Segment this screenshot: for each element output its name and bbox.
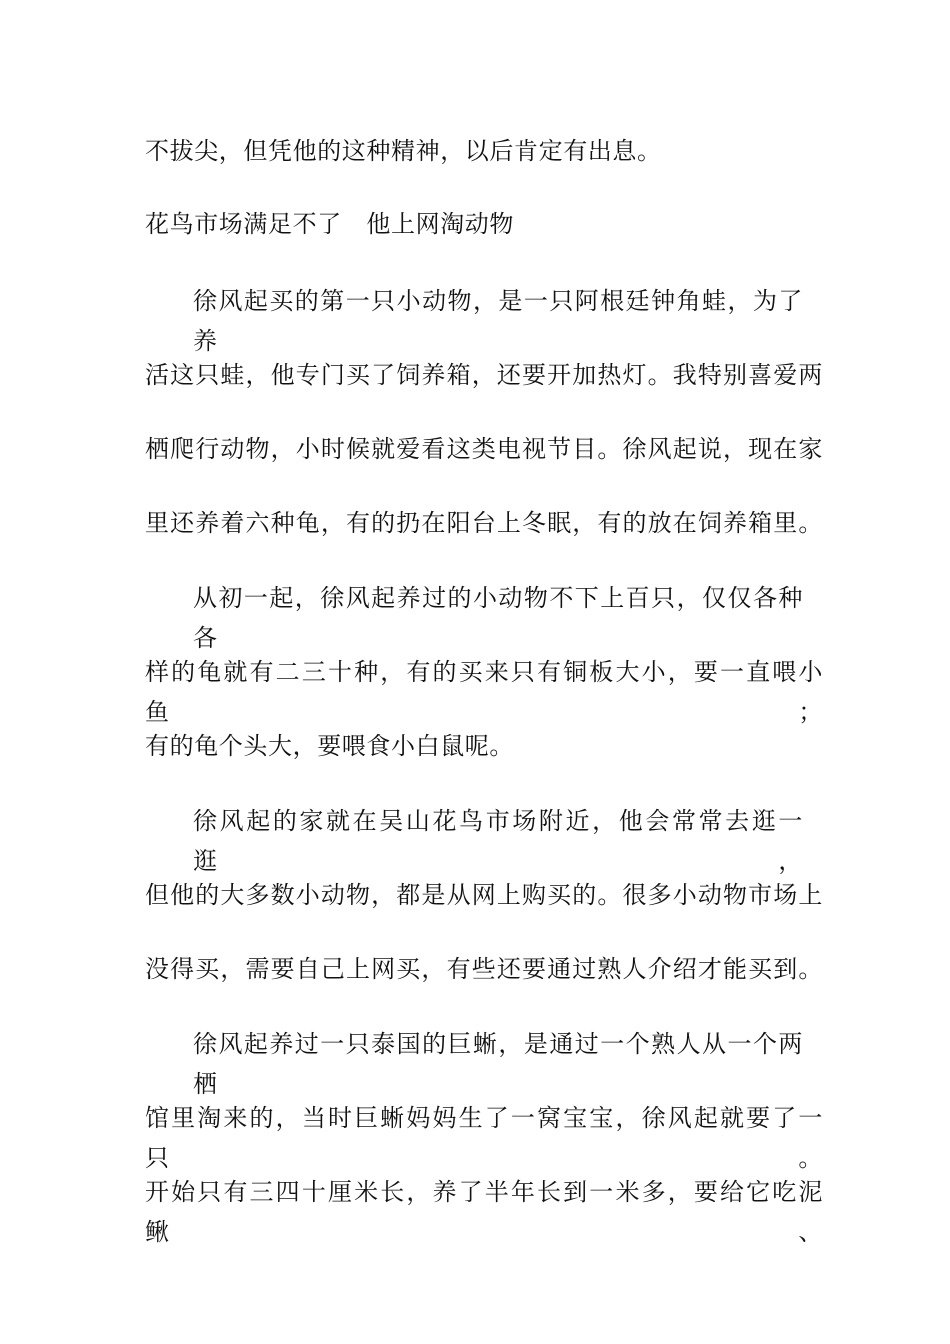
paragraph-line: 活这只蛙，他专门买了饲养箱，还要开加热灯。我特别喜爱两: [145, 361, 823, 389]
paragraph-line: 没得买，需要自己上网买，有些还要通过熟人介绍才能买到。: [145, 955, 823, 983]
paragraph-line: 里还养着六种龟，有的扔在阳台上冬眠，有的放在饲养箱里。: [145, 509, 823, 537]
paragraph-line: 有的龟个头大，要喂食小白鼠呢。: [145, 732, 514, 760]
text-line: 不拔尖，但凭他的这种精神，以后肯定有出息。: [145, 137, 662, 165]
paragraph-line: 栖爬行动物，小时候就爱看这类电视节目。徐风起说，现在家: [145, 435, 823, 463]
paragraph-line: 徐风起买的第一只小动物，是一只阿根廷钟角蛙，为了养: [193, 287, 803, 355]
paragraph-line: 馆里淘来的，当时巨蜥妈妈生了一窝宝宝，徐风起就要了一只。: [145, 1104, 823, 1172]
paragraph-line: 样的龟就有二三十种，有的买来只有铜板大小，要一直喂小鱼；: [145, 658, 823, 726]
paragraph-line: 开始只有三四十厘米长，养了半年长到一米多，要给它吃泥鳅、: [145, 1178, 823, 1246]
paragraph-line: 徐风起的家就在吴山花鸟市场附近，他会常常去逛一逛，: [193, 807, 803, 875]
paragraph-line: 徐风起养过一只泰国的巨蜥，是通过一个熟人从一个两栖: [193, 1030, 803, 1098]
section-heading: 花鸟市场满足不了 他上网淘动物: [145, 210, 514, 238]
paragraph-line: 但他的大多数小动物，都是从网上购买的。很多小动物市场上: [145, 881, 823, 909]
paragraph-line: 从初一起，徐风起养过的小动物不下上百只，仅仅各种各: [193, 584, 803, 652]
